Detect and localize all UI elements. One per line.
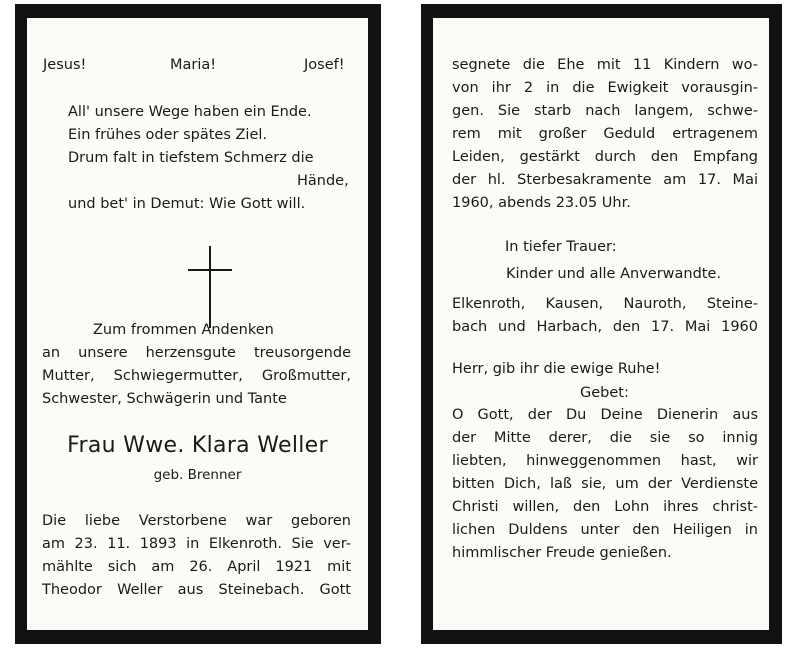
prayer-line: liebten, hinweggenommen hast, wir	[452, 453, 758, 469]
dedication-line: Zum frommen Andenken	[93, 322, 274, 338]
left-card-paper	[27, 18, 368, 630]
prayer-heading: Gebet:	[580, 385, 629, 401]
bio-line: mählte sich am 26. April 1921 mit	[42, 559, 351, 575]
right-card	[421, 4, 782, 644]
prayer-line: himmlischer Freude genießen.	[452, 545, 672, 561]
bio-line: 1960, abends 23.05 Uhr.	[452, 195, 631, 211]
left-card	[15, 4, 381, 644]
bio-line: der hl. Sterbesakramente am 17. Mai	[452, 172, 758, 188]
bio-line: am 23. 11. 1893 in Elkenroth. Sie ver-	[42, 536, 351, 552]
bio-line: von ihr 2 in die Ewigkeit vorausgin-	[452, 80, 758, 96]
bio-line: Leiden, gestärkt durch den Empfang	[452, 149, 758, 165]
cross-icon-bar	[188, 269, 232, 271]
poem-line: Drum falt in tiefstem Schmerz die	[68, 150, 314, 166]
poem-line: Ein frühes oder spätes Ziel.	[68, 127, 268, 143]
mourning-heading: In tiefer Trauer:	[505, 239, 617, 255]
prayer-line: der Mitte derer, die sie so innig	[452, 430, 758, 446]
prayer-line: lichen Duldens unter den Heiligen in	[452, 522, 758, 538]
prayer-line: Christi willen, den Lohn ihres christ-	[452, 499, 758, 515]
eternal-rest-line: Herr, gib ihr die ewige Ruhe!	[452, 361, 661, 377]
dedication-line: an unsere herzensgute treusorgende	[42, 345, 351, 361]
header-josef: Josef!	[304, 57, 345, 73]
places-line: bach und Harbach, den 17. Mai 1960	[452, 319, 758, 335]
poem-line: Hände,	[297, 173, 349, 189]
header-maria: Maria!	[170, 57, 217, 73]
places-line: Elkenroth, Kausen, Nauroth, Steine-	[452, 296, 758, 312]
mourning-family: Kinder und alle Anverwandte.	[506, 266, 722, 282]
bio-line: gen. Sie starb nach langem, schwe-	[452, 103, 758, 119]
deceased-name: Frau Wwe. Klara Weller	[67, 433, 328, 458]
dedication-line: Schwester, Schwägerin und Tante	[42, 391, 287, 407]
bio-line: rem mit großer Geduld ertragenem	[452, 126, 758, 142]
prayer-line: O Gott, der Du Deine Dienerin aus	[452, 407, 758, 423]
header-jesus: Jesus!	[43, 57, 87, 73]
dedication-line: Mutter, Schwiegermutter, Großmutter,	[42, 368, 351, 384]
bio-line: Die liebe Verstorbene war geboren	[42, 513, 351, 529]
bio-line: Theodor Weller aus Steinebach. Gott	[42, 582, 351, 598]
right-card-paper	[433, 18, 769, 630]
birth-name: geb. Brenner	[153, 467, 242, 483]
poem-line: All' unsere Wege haben ein Ende.	[68, 104, 312, 120]
cross-icon	[209, 246, 211, 328]
poem-line: und bet' in Demut: Wie Gott will.	[68, 196, 306, 212]
prayer-line: bitten Dich, laß sie, um der Verdienste	[452, 476, 758, 492]
bio-line: segnete die Ehe mit 11 Kindern wo-	[452, 57, 758, 73]
